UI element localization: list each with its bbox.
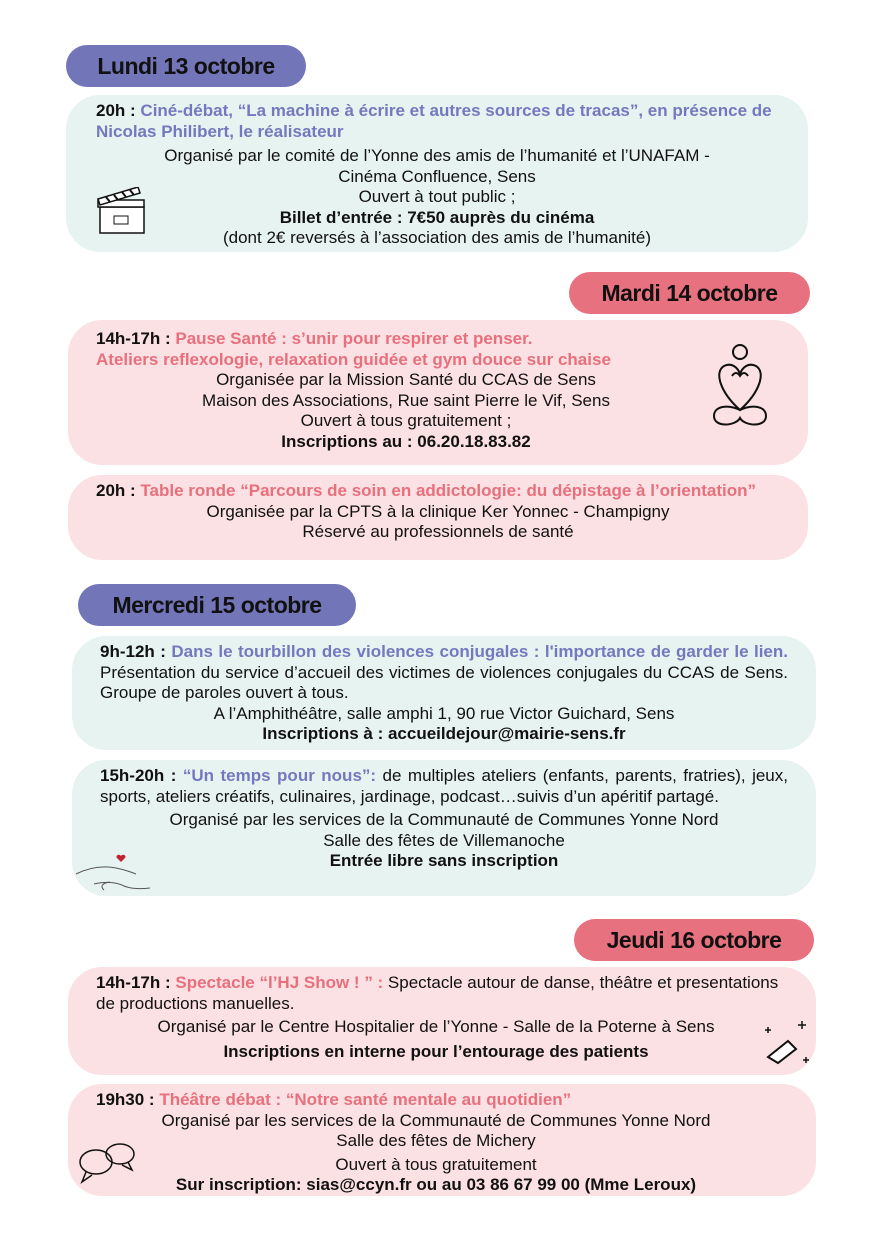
event-organizer: Organisé par les services de la Communauté de Communes Yonne Nord — [161, 1110, 711, 1130]
event-table-ronde — [68, 475, 808, 560]
event-title: Dans le tourbillon des violences conjugales : l'importance de garder le lien. — [171, 642, 788, 661]
event-time: 20h : — [96, 101, 136, 120]
event-access: Réservé au professionnels de santé — [302, 522, 574, 541]
event-pause-sante — [68, 320, 808, 465]
event-location: Salle des fêtes de Villemanoche — [323, 830, 565, 850]
event-time: 15h-20h : — [100, 766, 177, 785]
event-temps-pour-nous — [72, 760, 816, 896]
event-time: 9h-12h : — [100, 642, 166, 661]
event-violences-conjugales — [72, 636, 816, 750]
event-registration: Inscriptions à : accueildejour@mairie-sens.fr — [262, 724, 626, 743]
event-access: Ouvert à tout public ; — [358, 187, 516, 206]
event-location: Maison des Associations, Rue saint Pierre le Vif, Sens — [202, 390, 610, 410]
event-price: Billet d’entrée : 7€50 auprès du cinéma — [279, 207, 595, 227]
event-time: 14h-17h : — [96, 973, 171, 992]
event-access: Ouvert à tous gratuitement ; — [300, 411, 512, 430]
event-time: 14h-17h : — [96, 329, 171, 348]
event-title: Ciné-débat, “La machine à écrire et autres sources de tracas”, en présence de Nicolas Philibert, le réalisateur — [96, 101, 772, 141]
event-organizer: Organisée par la CPTS à la clinique Ker Yonnec - Champigny — [206, 501, 670, 521]
event-access: Entrée libre sans inscription — [329, 851, 559, 870]
event-time: 20h : — [96, 481, 136, 500]
event-organizer: Organisé par le comité de l’Yonne des amis de l’humanité et l’UNAFAM - — [164, 146, 710, 165]
day-header-jeudi: Jeudi 16 octobre — [574, 919, 814, 961]
event-title: Pause Santé : s’unir pour respirer et penser. — [175, 329, 533, 348]
event-cine-debat — [66, 95, 808, 252]
hands-heart-icon — [74, 850, 154, 894]
event-subtitle: Ateliers reflexologie, relaxation guidée et gym douce sur chaise — [96, 349, 611, 369]
event-title: Spectacle “l’HJ Show ! ” : — [175, 973, 384, 992]
event-description: de multiples ateliers (enfants, parents, fratries), jeux, sports, ateliers créatifs, culinaires, jardinage, podcast…suivis d’un apéritif partagé. — [100, 766, 788, 806]
event-registration: Inscriptions au : 06.20.18.83.82 — [281, 431, 531, 451]
event-organizer: Organisé par le Centre Hospitalier de l’Yonne - Salle de la Poterne à Sens — [157, 1017, 715, 1036]
clapperboard-icon — [94, 187, 152, 237]
event-location: Cinéma Confluence, Sens — [338, 166, 536, 186]
event-access: Ouvert à tous gratuitement — [335, 1154, 537, 1174]
spotlight-icon — [758, 1017, 814, 1067]
day-header-mardi: Mardi 14 octobre — [569, 272, 810, 314]
event-registration: Sur inscription: sias@ccyn.fr ou au 03 86 67 99 00 (Mme Leroux) — [175, 1175, 697, 1194]
day-header-lundi: Lundi 13 octobre — [66, 45, 306, 87]
event-title: Théâtre débat : “Notre santé mentale au quotidien” — [159, 1090, 572, 1109]
event-time: 19h30 : — [96, 1090, 155, 1109]
event-registration: Inscriptions en interne pour l’entourage des patients — [223, 1041, 649, 1061]
event-title: Table ronde “Parcours de soin en addictologie: du dépistage à l’orientation” — [140, 481, 756, 500]
event-location: Salle des fêtes de Michery — [336, 1131, 536, 1150]
event-organizer: Organisée par la Mission Santé du CCAS de Sens — [216, 370, 596, 389]
event-title: “Un temps pour nous”: — [182, 766, 377, 785]
event-description: Spectacle autour de danse, théâtre et presentations de productions manuelles. — [96, 973, 779, 1013]
event-theatre-debat — [68, 1084, 816, 1196]
event-location: A l’Amphithéâtre, salle amphi 1, 90 rue Victor Guichard, Sens — [213, 703, 675, 723]
event-note: (dont 2€ reversés à l’association des amis de l’humanité) — [222, 228, 652, 247]
event-hj-show — [68, 967, 816, 1075]
event-organizer: Organisé par les services de la Communauté de Communes Yonne Nord — [169, 810, 719, 829]
event-description: Présentation du service d’accueil des victimes de violences conjugales du CCAS de Sens. Groupe de paroles ouvert à tous. — [100, 662, 788, 702]
meditation-heart-icon — [710, 342, 770, 442]
speech-bubbles-icon — [76, 1140, 138, 1188]
day-header-mercredi: Mercredi 15 octobre — [78, 584, 356, 626]
